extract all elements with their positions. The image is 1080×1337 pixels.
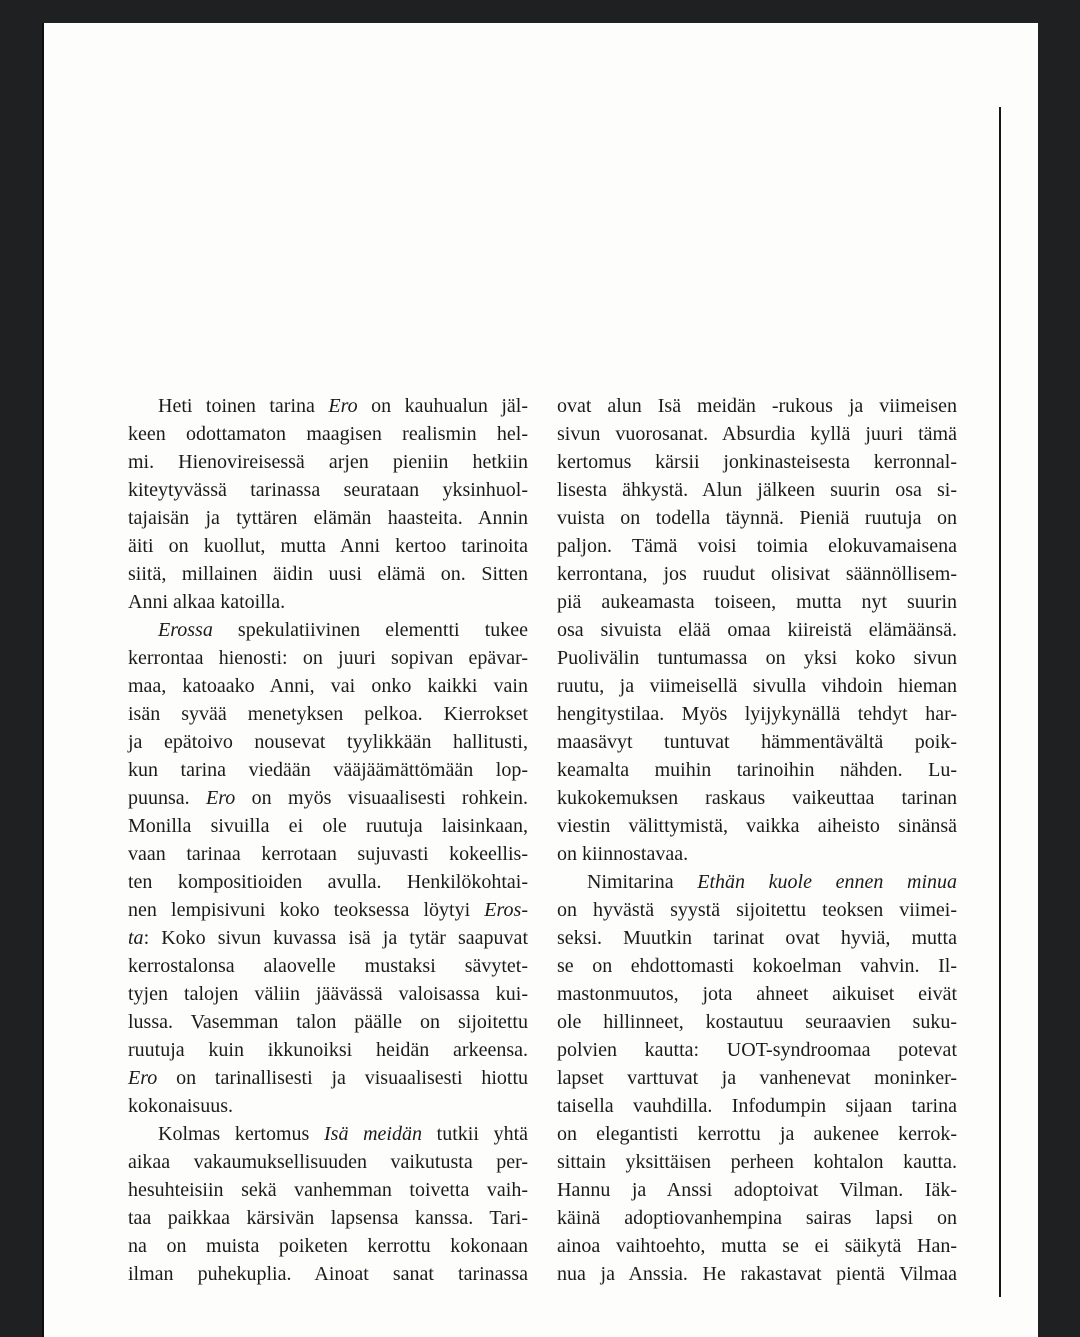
text-line xyxy=(128,644,528,672)
body-text: lapset varttuvat ja vanhenevat moninker- xyxy=(557,1067,957,1089)
text-line xyxy=(557,840,957,868)
text-line xyxy=(128,840,528,868)
text-line xyxy=(128,1204,528,1232)
body-text: ten kompositioiden avulla. Henkilökohtai- xyxy=(128,871,528,893)
text-line xyxy=(557,812,957,840)
text-line xyxy=(557,728,957,756)
body-text: mastonmuutos, jota ahneet aikuiset eivät xyxy=(557,983,957,1005)
body-text: Heti toinen tarina xyxy=(158,395,329,417)
text-line xyxy=(557,952,957,980)
text-line xyxy=(128,980,528,1008)
text-line xyxy=(557,420,957,448)
body-text: keen odottamaton maagisen realismin hel- xyxy=(128,423,528,445)
body-text: puunsa. xyxy=(128,787,207,809)
body-text: vuista on todella täynnä. Pieniä ruutuja on xyxy=(557,507,957,529)
text-line xyxy=(557,1064,957,1092)
body-text: on kiinnostavaa. xyxy=(557,843,689,865)
body-text: paljon. Tämä voisi toimia elokuvamaisena xyxy=(557,535,957,557)
body-text: kun tarina viedään vääjäämättömään lop- xyxy=(128,759,528,781)
text-line xyxy=(557,896,957,924)
text-line xyxy=(128,952,528,980)
body-text: kertomus kärsii jonkinasteisesta kerronnal- xyxy=(557,451,957,473)
body-text: taisella vauhdilla. Infodumpin sijaan tarina xyxy=(557,1095,957,1117)
text-column-right xyxy=(557,392,957,1288)
italic-title-text: Erossa xyxy=(158,619,213,641)
text-line xyxy=(557,392,957,420)
body-text: tyjen talojen väliin jäävässä valoisassa kui- xyxy=(128,983,528,1005)
text-line xyxy=(557,868,957,896)
text-line xyxy=(557,560,957,588)
text-column-left xyxy=(128,392,528,1288)
text-line xyxy=(557,1036,957,1064)
body-text: hengitystilaa. Myös lyijykynällä tehdyt har- xyxy=(557,703,957,725)
text-line xyxy=(128,1036,528,1064)
text-line xyxy=(128,420,528,448)
body-text: kukokemuksen raskaus vaikeuttaa tarinan xyxy=(557,787,957,809)
body-text: Monilla sivuilla ei ole ruutuja laisinkaan, xyxy=(128,815,528,837)
body-text: ovat alun Isä meidän -rukous ja viimeisen xyxy=(557,395,957,417)
body-text: maa, katoaako Anni, vai onko kaikki vain xyxy=(128,675,528,697)
text-line xyxy=(557,476,957,504)
body-text: ole hillinneet, kostautuu seuraavien suku- xyxy=(557,1011,957,1033)
body-text: ruutuja kuin ikkunoiksi heidän arkeensa. xyxy=(128,1039,528,1061)
body-text: kerrontaa hienosti: on juuri sopivan epävar- xyxy=(128,647,528,669)
text-line xyxy=(128,672,528,700)
text-line xyxy=(128,588,528,616)
body-text: na on muista poiketen kerrottu kokonaan xyxy=(128,1235,528,1257)
body-text: kerrontana, jos ruudut olisivat säännöllisem- xyxy=(557,563,957,585)
text-line xyxy=(128,1120,528,1148)
text-line xyxy=(557,672,957,700)
body-text: : Koko sivun kuvassa isä ja tytär saapuvat xyxy=(143,927,528,949)
body-text: vaan tarinaa kerrotaan sujuvasti kokeellis- xyxy=(128,843,528,865)
text-line xyxy=(557,616,957,644)
text-line xyxy=(128,1232,528,1260)
text-line xyxy=(128,812,528,840)
text-line xyxy=(557,1092,957,1120)
text-line xyxy=(128,392,528,420)
text-line xyxy=(557,1008,957,1036)
body-text: polvien kautta: UOT-syndroomaa potevat xyxy=(557,1039,957,1061)
text-line xyxy=(557,756,957,784)
text-line xyxy=(557,700,957,728)
italic-title-text: ta xyxy=(128,927,144,949)
body-text: isän syvää menetyksen pelkoa. Kierrokset xyxy=(128,703,528,725)
text-line xyxy=(128,448,528,476)
text-line xyxy=(557,980,957,1008)
text-line xyxy=(557,1260,957,1288)
text-line xyxy=(557,1232,957,1260)
page-edge-rule xyxy=(999,107,1001,1297)
body-text: on tarinallisesti ja visuaalisesti hiottu xyxy=(157,1067,528,1089)
text-line xyxy=(557,1176,957,1204)
body-text: hesuhteisiin sekä vanhemman toivetta vaih- xyxy=(128,1179,528,1201)
body-text: tutkii yhtä xyxy=(422,1123,528,1145)
text-line xyxy=(557,588,957,616)
body-text: mi. Hienovireisessä arjen pieniin hetkiin xyxy=(128,451,528,473)
text-line xyxy=(557,784,957,812)
italic-title-text: Ero xyxy=(328,395,358,417)
body-text: Anni alkaa katoilla. xyxy=(128,591,286,613)
text-line xyxy=(128,784,528,812)
body-text: käinä adoptiovanhempina sairas lapsi on xyxy=(557,1207,957,1229)
body-text: sivun vuorosanat. Absurdia kyllä juuri tämä xyxy=(557,423,957,445)
body-text: Kolmas kertomus xyxy=(158,1123,324,1145)
body-text: tajaisän ja tyttären elämän haasteita. Annin xyxy=(128,507,528,529)
italic-title-text: Ethän kuole ennen minua xyxy=(697,871,958,893)
body-text: sittain yksittäisen perheen kohtalon kautta. xyxy=(557,1151,957,1173)
italic-title-text: Eros- xyxy=(484,899,528,921)
body-text: ainoa vaihtoehto, mutta se ei säikytä Han- xyxy=(557,1235,957,1257)
body-text: ilman puhekuplia. Ainoat sanat tarinassa xyxy=(128,1263,528,1285)
text-line xyxy=(128,504,528,532)
body-text: spekulatiivinen elementti tukee xyxy=(212,619,528,641)
text-line xyxy=(128,924,528,952)
text-line xyxy=(128,1092,528,1120)
body-text: Hannu ja Anssi adoptoivat Vilman. Iäk- xyxy=(557,1179,957,1201)
italic-title-text: Ero xyxy=(128,1067,158,1089)
text-line xyxy=(557,532,957,560)
text-line xyxy=(128,1008,528,1036)
text-line xyxy=(557,504,957,532)
text-line xyxy=(557,924,957,952)
body-text: kiteytyvässä tarinassa seurataan yksinhuol- xyxy=(128,479,528,501)
body-text: on kauhualun jäl- xyxy=(357,395,528,417)
body-text: siitä, millainen äidin uusi elämä on. Sitten xyxy=(128,563,528,585)
body-text: seksi. Muutkin tarinat ovat hyviä, mutta xyxy=(557,927,957,949)
body-text: osa sivuista elää omaa kiireistä elämäänsä. xyxy=(557,619,957,641)
body-text: nen lempisivuni koko teoksessa löytyi xyxy=(128,899,485,921)
text-line xyxy=(557,448,957,476)
text-line xyxy=(128,532,528,560)
text-line xyxy=(128,476,528,504)
body-text: viestin välittymistä, vaikka aiheisto sinänsä xyxy=(557,815,957,837)
text-line xyxy=(128,756,528,784)
body-text: se on ehdottomasti kokoelman vahvin. Il- xyxy=(557,955,957,977)
body-text: on myös visuaalisesti rohkein. xyxy=(235,787,528,809)
text-line xyxy=(128,868,528,896)
body-text: kokonaisuus. xyxy=(128,1095,233,1117)
body-text: nua ja Anssia. He rakastavat pientä Vilmaa xyxy=(557,1263,957,1285)
text-line xyxy=(557,1204,957,1232)
body-text: aikaa vakaumuksellisuuden vaikutusta per- xyxy=(128,1151,528,1173)
body-text: lisesta ähkystä. Alun jälkeen suurin osa si- xyxy=(557,479,957,501)
body-text: piä aukeamasta toiseen, mutta nyt suurin xyxy=(557,591,957,613)
body-text: ruutu, ja viimeisellä sivulla vihdoin hieman xyxy=(557,675,957,697)
text-line xyxy=(128,560,528,588)
text-line xyxy=(128,896,528,924)
body-text: maasävyt tuntuvat hämmentävältä poik- xyxy=(557,731,957,753)
text-line xyxy=(128,1064,528,1092)
text-line xyxy=(557,1148,957,1176)
text-line xyxy=(557,1120,957,1148)
document-page xyxy=(42,23,1038,1337)
body-text: ja epätoivo nousevat tyylikkään hallitusti, xyxy=(128,731,528,753)
body-text: lussa. Vasemman talon päälle on sijoitettu xyxy=(128,1011,528,1033)
body-text: on elegantisti kerrottu ja aukenee kerrok- xyxy=(557,1123,957,1145)
text-line xyxy=(128,700,528,728)
text-line xyxy=(128,1148,528,1176)
italic-title-text: Ero xyxy=(206,787,236,809)
body-text: on hyvästä syystä sijoitettu teoksen viimei- xyxy=(557,899,957,921)
body-text: äiti on kuollut, mutta Anni kertoo tarinoita xyxy=(128,535,528,557)
text-line xyxy=(128,1176,528,1204)
text-line xyxy=(128,1260,528,1288)
text-line xyxy=(557,644,957,672)
body-text: taa paikkaa kärsivän lapsensa kanssa. Tari- xyxy=(128,1207,528,1229)
text-line xyxy=(128,728,528,756)
body-text: keamalta muihin tarinoihin nähden. Lu- xyxy=(557,759,957,781)
text-line xyxy=(128,616,528,644)
body-text: Nimitarina xyxy=(587,871,698,893)
italic-title-text: Isä meidän xyxy=(324,1123,422,1145)
body-text: kerrostalonsa alaovelle mustaksi sävytet- xyxy=(128,955,528,977)
body-text: Puolivälin tuntumassa on yksi koko sivun xyxy=(557,647,957,669)
